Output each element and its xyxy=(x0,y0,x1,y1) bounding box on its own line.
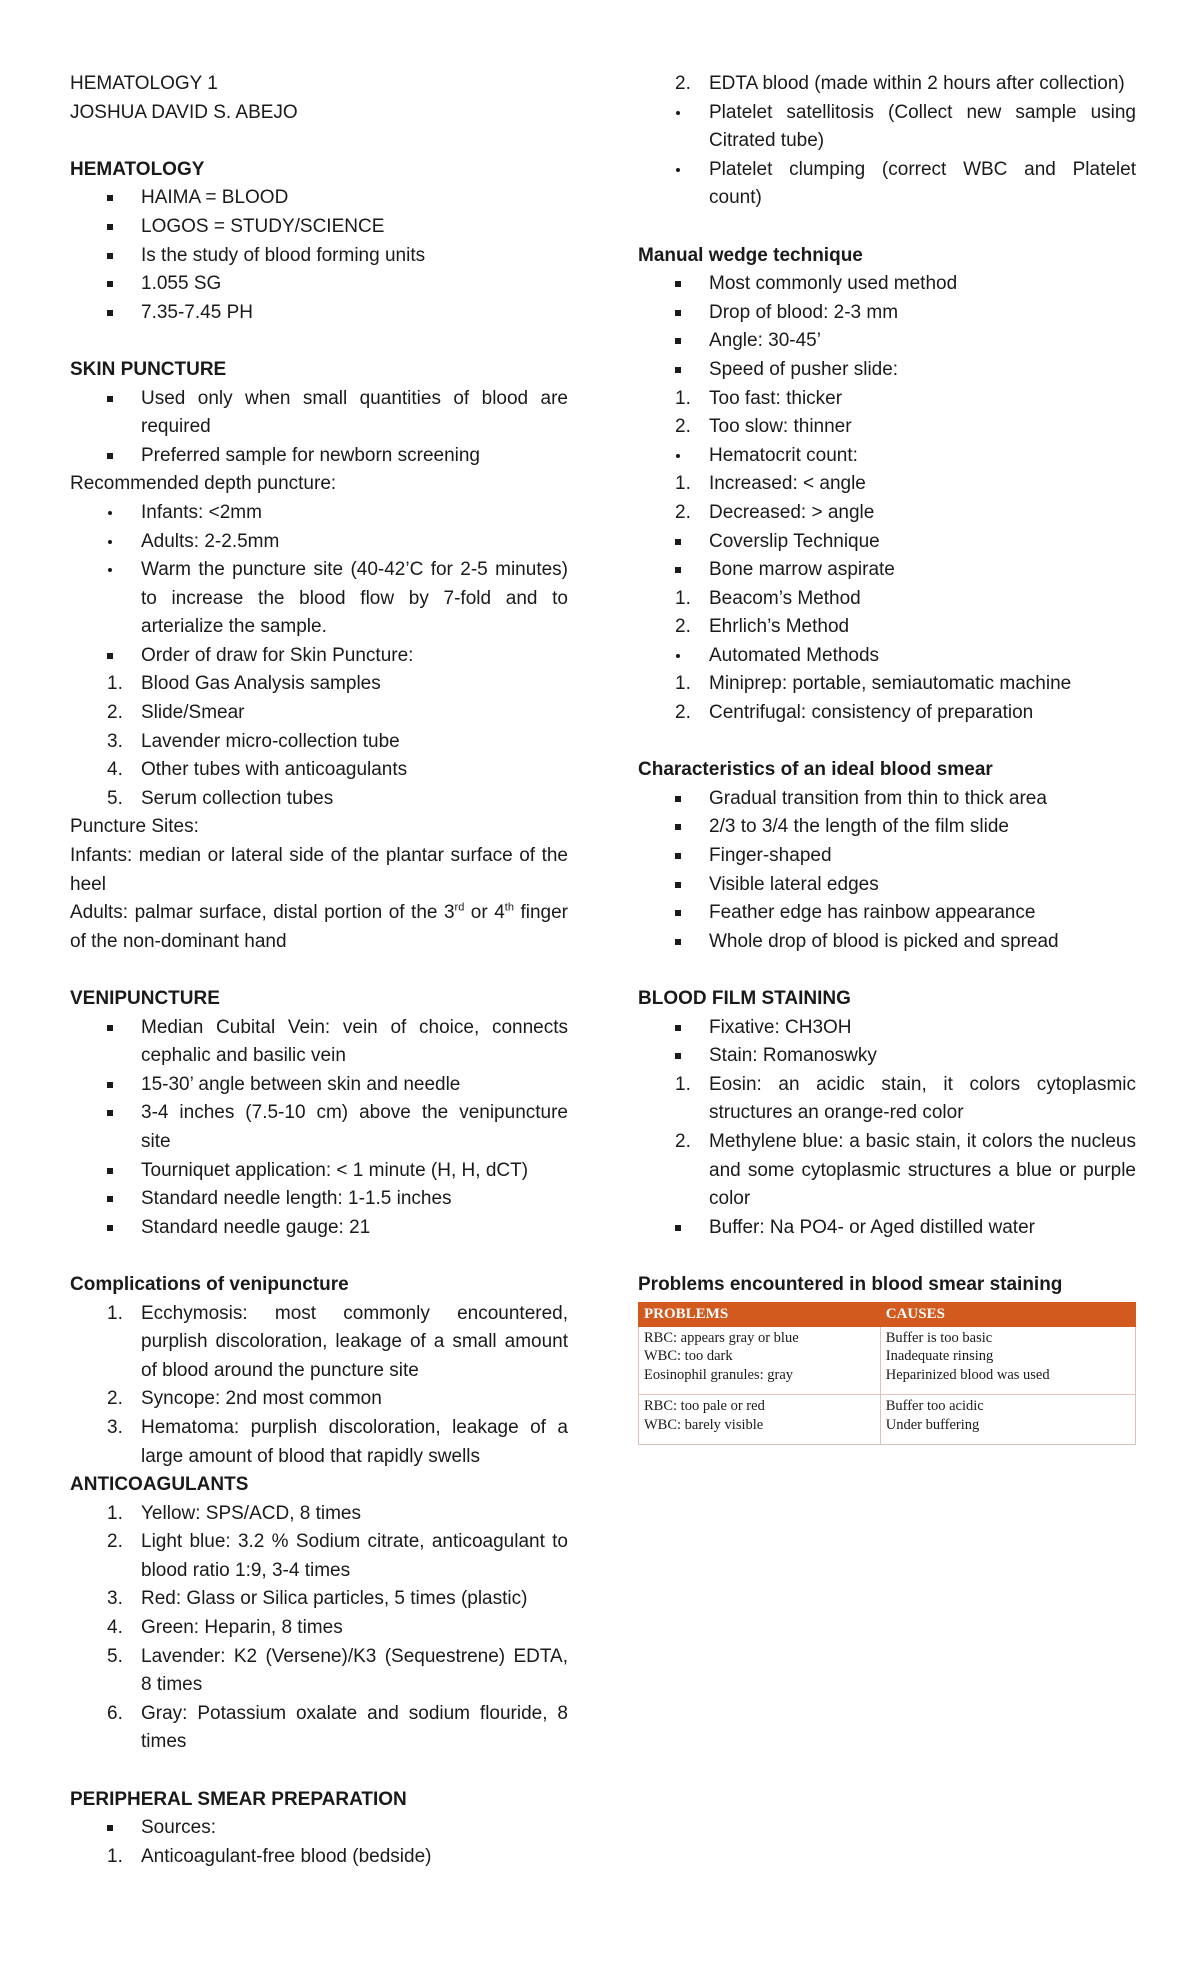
list-item: LOGOS = STUDY/SCIENCE xyxy=(141,215,385,237)
list-item: Stain: Romanoswky xyxy=(709,1045,877,1067)
section-heading-staining: BLOOD FILM STAINING xyxy=(638,988,851,1009)
list-item: Platelet clumping (correct WBC and Platelet count) xyxy=(709,158,1136,209)
table-cell: Buffer is too basic Inadequate rinsing Heparinized blood was used xyxy=(880,1326,1135,1395)
list-item: 3-4 inches (7.5-10 cm) above the venipuncture site xyxy=(141,1102,568,1152)
list-item: 4. Green: Heparin, 8 times xyxy=(107,1617,343,1639)
list-item: Visible lateral edges xyxy=(709,873,879,895)
table-row xyxy=(639,1326,1136,1395)
list-item: 2. Too slow: thinner xyxy=(675,416,852,438)
list-item: Warm the puncture site (40-42’C for 2-5 minutes) to increase the blood flow by 7-fold and to arterialize the sample. xyxy=(141,559,568,638)
section-heading-ideal-smear: Characteristics of an ideal blood smear xyxy=(638,759,993,781)
list-item: HAIMA = BLOOD xyxy=(141,187,289,209)
list-item: 1. Too fast: thicker xyxy=(675,387,843,409)
list-item: Tourniquet application: < 1 minute (H, H, dCT) xyxy=(141,1159,529,1181)
list-item: 2. Slide/Smear xyxy=(107,702,245,724)
author-name: JOSHUA DAVID S. ABEJO xyxy=(70,101,298,123)
list-item: 1. Miniprep: portable, semiautomatic machine xyxy=(675,673,1072,695)
right-column xyxy=(638,70,1136,1445)
list-item: Speed of pusher slide: xyxy=(709,358,899,380)
list-item: Gradual transition from thin to thick area xyxy=(709,787,1047,809)
list-item: Sources: xyxy=(141,1817,216,1839)
list-item: Whole drop of blood is picked and spread xyxy=(709,930,1059,952)
table-row xyxy=(639,1395,1136,1445)
list-item: 1. Beacom’s Method xyxy=(675,587,861,609)
infants-site: Infants: median or lateral side of the plantar surface of the heel xyxy=(70,845,568,895)
list-item: 1. Eosin: an acidic stain, it colors cytoplasmic structures an orange-red color xyxy=(675,1073,1136,1124)
list-item: Adults: 2-2.5mm xyxy=(141,530,280,552)
list-item: 2. Decreased: > angle xyxy=(675,501,875,523)
list-item: Buffer: Na PO4- or Aged distilled water xyxy=(709,1216,1035,1238)
section-heading-venipuncture: VENIPUNCTURE xyxy=(70,988,220,1009)
list-item: Automated Methods xyxy=(709,644,880,666)
depth-label: Recommended depth puncture: xyxy=(70,473,337,495)
section-heading-peripheral-smear: PERIPHERAL SMEAR PREPARATION xyxy=(70,1788,407,1810)
list-item: Platelet satellitosis (Collect new sample using Citrated tube) xyxy=(709,101,1136,152)
column-header-problems: PROBLEMS xyxy=(639,1302,881,1326)
list-item: 2. Ehrlich’s Method xyxy=(675,616,850,638)
list-item: Fixative: CH3OH xyxy=(709,1016,852,1038)
list-item: Coverslip Technique xyxy=(709,530,880,552)
list-item: Order of draw for Skin Puncture: xyxy=(141,644,414,666)
list-item: 1. Increased: < angle xyxy=(675,473,866,495)
left-column xyxy=(70,70,568,1871)
list-item: 7.35-7.45 PH xyxy=(141,301,253,323)
list-item: 3. Red: Glass or Silica particles, 5 times (plastic) xyxy=(107,1588,528,1610)
list-item: Median Cubital Vein: vein of choice, connects cephalic and basilic vein xyxy=(141,1016,568,1067)
list-item: Finger-shaped xyxy=(709,845,832,867)
list-item: Is the study of blood forming units xyxy=(141,244,426,266)
section-heading-manual-wedge: Manual wedge technique xyxy=(638,244,863,266)
list-item: Bone marrow aspirate xyxy=(709,559,895,581)
list-item: 2/3 to 3/4 the length of the film slide xyxy=(709,816,1009,838)
course-title: HEMATOLOGY 1 xyxy=(70,73,218,94)
list-item: 6. Gray: Potassium oxalate and sodium flouride, 8 times xyxy=(107,1702,568,1753)
list-item: Angle: 30-45’ xyxy=(709,330,821,352)
problems-table xyxy=(638,1302,1136,1446)
list-item: 3. Hematoma: purplish discoloration, leakage of a large amount of blood that rapidly swells xyxy=(107,1416,568,1467)
list-item: 3. Lavender micro-collection tube xyxy=(107,730,400,752)
section-heading-hematology: HEMATOLOGY xyxy=(70,158,205,180)
list-item: 15-30’ angle between skin and needle xyxy=(141,1073,461,1095)
list-item: 1. Blood Gas Analysis samples xyxy=(107,673,381,695)
list-item: Standard needle gauge: 21 xyxy=(141,1216,371,1238)
adults-site: Adults: palmar surface, distal portion of the 3rd or 4th finger of the non-dominant hand xyxy=(70,901,568,952)
table-cell: RBC: too pale or red WBC: barely visible xyxy=(639,1395,881,1445)
sites-label: Puncture Sites: xyxy=(70,816,199,838)
list-item: 1. Ecchymosis: most commonly encountered, purplish discoloration, leakage of a small amount of blood around the puncture site xyxy=(107,1302,568,1381)
list-item: 2. Syncope: 2nd most common xyxy=(107,1388,382,1410)
list-item: 4. Other tubes with anticoagulants xyxy=(107,759,408,781)
column-header-causes: CAUSES xyxy=(880,1302,1135,1326)
list-item: 5. Serum collection tubes xyxy=(107,787,334,809)
list-item: Preferred sample for newborn screening xyxy=(141,444,481,466)
list-item: 1. Yellow: SPS/ACD, 8 times xyxy=(107,1502,361,1524)
list-item: Infants: <2mm xyxy=(141,501,262,523)
list-item: Used only when small quantities of blood are required xyxy=(141,387,568,438)
list-item: Standard needle length: 1-1.5 inches xyxy=(141,1188,452,1210)
list-item: 2. Light blue: 3.2 % Sodium citrate, anticoagulant to blood ratio 1:9, 3-4 times xyxy=(107,1531,568,1581)
list-item: Feather edge has rainbow appearance xyxy=(709,902,1036,924)
section-heading-problems: Problems encountered in blood smear staining xyxy=(638,1273,1063,1295)
table-cell: Buffer too acidic Under buffering xyxy=(880,1395,1135,1445)
list-item: 1. Anticoagulant-free blood (bedside) xyxy=(107,1845,432,1867)
list-item: Most commonly used method xyxy=(709,273,958,295)
list-item: 5. Lavender: K2 (Versene)/K3 (Sequestrene) EDTA, 8 times xyxy=(107,1645,568,1696)
section-heading-complications: Complications of venipuncture xyxy=(70,1273,349,1295)
section-heading-skin-puncture: SKIN PUNCTURE xyxy=(70,358,227,380)
section-heading-anticoagulants: ANTICOAGULANTS xyxy=(70,1474,249,1496)
list-item: 2. EDTA blood (made within 2 hours after collection) xyxy=(675,73,1125,94)
list-item: 2. Centrifugal: consistency of preparation xyxy=(675,702,1034,724)
list-item: 1.055 SG xyxy=(141,273,222,295)
table-cell: RBC: appears gray or blue WBC: too dark Eosinophil granules: gray xyxy=(639,1326,881,1395)
list-item: Hematocrit count: xyxy=(709,444,858,466)
list-item: 2. Methylene blue: a basic stain, it colors the nucleus and some cytoplasmic structures a blue or purple color xyxy=(675,1130,1136,1210)
list-item: Drop of blood: 2-3 mm xyxy=(709,301,899,323)
